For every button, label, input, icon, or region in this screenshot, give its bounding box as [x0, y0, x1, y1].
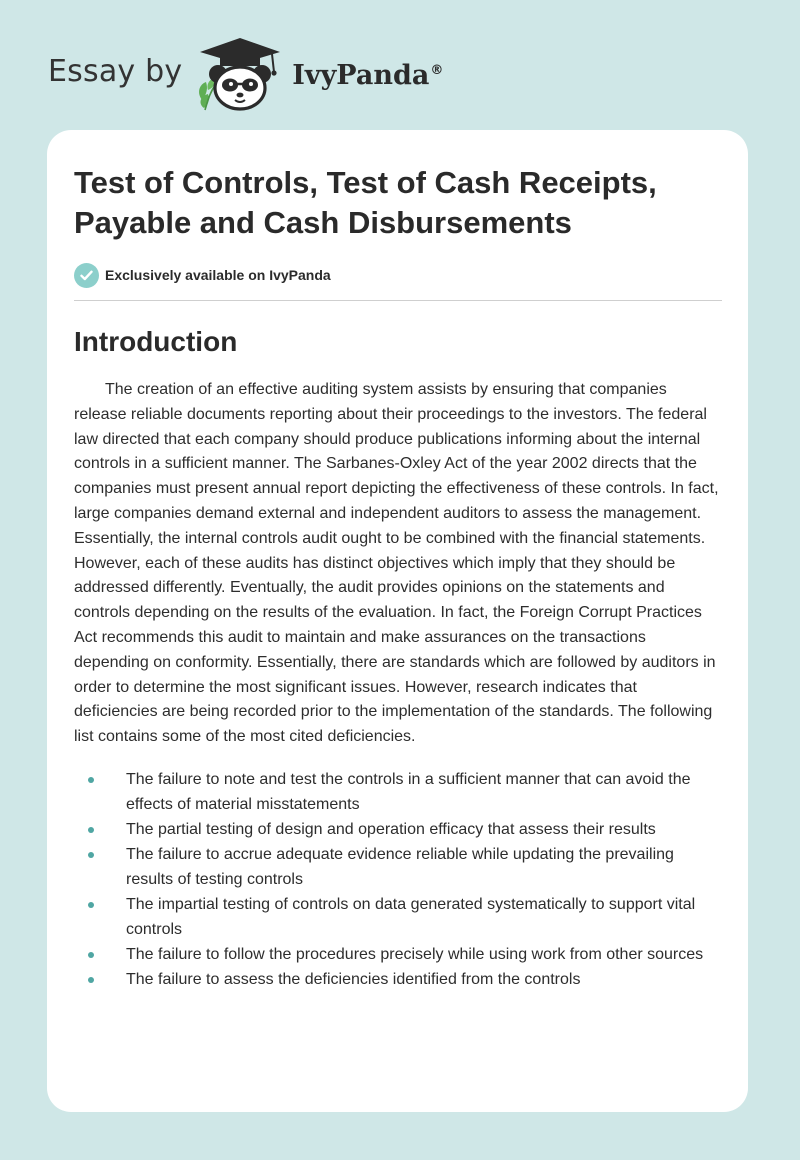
introduction-paragraph: The creation of an effective auditing system assists by ensuring that companies release reliable documents reporting about their proceedings to the investors. The federal law directed that each company should produce publications informing about the internal controls in a sufficient manner. The Sarbanes-Oxley Act of the year 2002 directs that the companies must present annual report depicting the effectiveness of these controls. In fact, large companies demand external and independent auditors to assess the management. Essentially, the internal controls audit ought to be combined with the financial statements. However, each of these audits has distinct objectives which imply that they should be addressed differently. Eventually, the audit provides opinions on the statements and controls depending on the results of the evaluation. In fact, the Foreign Corrupt Practices Act recommends this audit to maintain and make assurances on the transactions depending on conformity. Essentially, there are standards which are followed by auditors in order to determine the most significant issues. However, research indicates that deficiencies are being recorded prior to the implementation of the standards. The following list contains some of the most cited deficiencies. [74, 381, 719, 746]
bullet-dot-icon [88, 852, 94, 858]
essay-by-label: Essay by [48, 53, 183, 89]
list-item-text: The failure to note and test the controls in a sufficient manner that can avoid the effects of material misstatements [126, 770, 691, 813]
exclusive-badge-text: Exclusively available on IvyPanda [105, 267, 331, 283]
site-header [48, 34, 443, 114]
list-item [74, 967, 722, 992]
deficiencies-list [74, 767, 722, 992]
brand-text: IvyPanda [292, 59, 430, 91]
list-item-text: The impartial testing of controls on data generated systematically to support vital controls [126, 895, 696, 938]
list-item-text: The failure to assess the deficiencies identified from the controls [126, 970, 581, 988]
list-item [74, 942, 722, 967]
section-heading-introduction: Introduction [74, 326, 238, 357]
list-item-text: The failure to follow the procedures precisely while using work from other sources [126, 945, 704, 963]
bullet-dot-icon [88, 952, 94, 958]
list-item-text: The failure to accrue adequate evidence reliable while updating the prevailing results of testing controls [126, 845, 674, 888]
exclusive-badge [74, 262, 722, 288]
registered-mark: ® [430, 62, 444, 78]
bullet-dot-icon [88, 777, 94, 783]
list-item [74, 892, 722, 942]
check-icon [74, 263, 99, 288]
list-item-text: The partial testing of design and operation efficacy that assess their results [126, 820, 656, 838]
list-item [74, 767, 722, 817]
bullet-dot-icon [88, 827, 94, 833]
brand-name[interactable] [292, 60, 443, 91]
bullet-dot-icon [88, 977, 94, 983]
list-item [74, 817, 722, 842]
bullet-dot-icon [88, 902, 94, 908]
list-item [74, 842, 722, 892]
document-card [47, 130, 748, 1112]
document-title: Test of Controls, Test of Cash Receipts, Payable and Cash Disbursements [74, 165, 657, 240]
panda-logo-icon[interactable] [192, 34, 288, 114]
divider [74, 300, 722, 301]
